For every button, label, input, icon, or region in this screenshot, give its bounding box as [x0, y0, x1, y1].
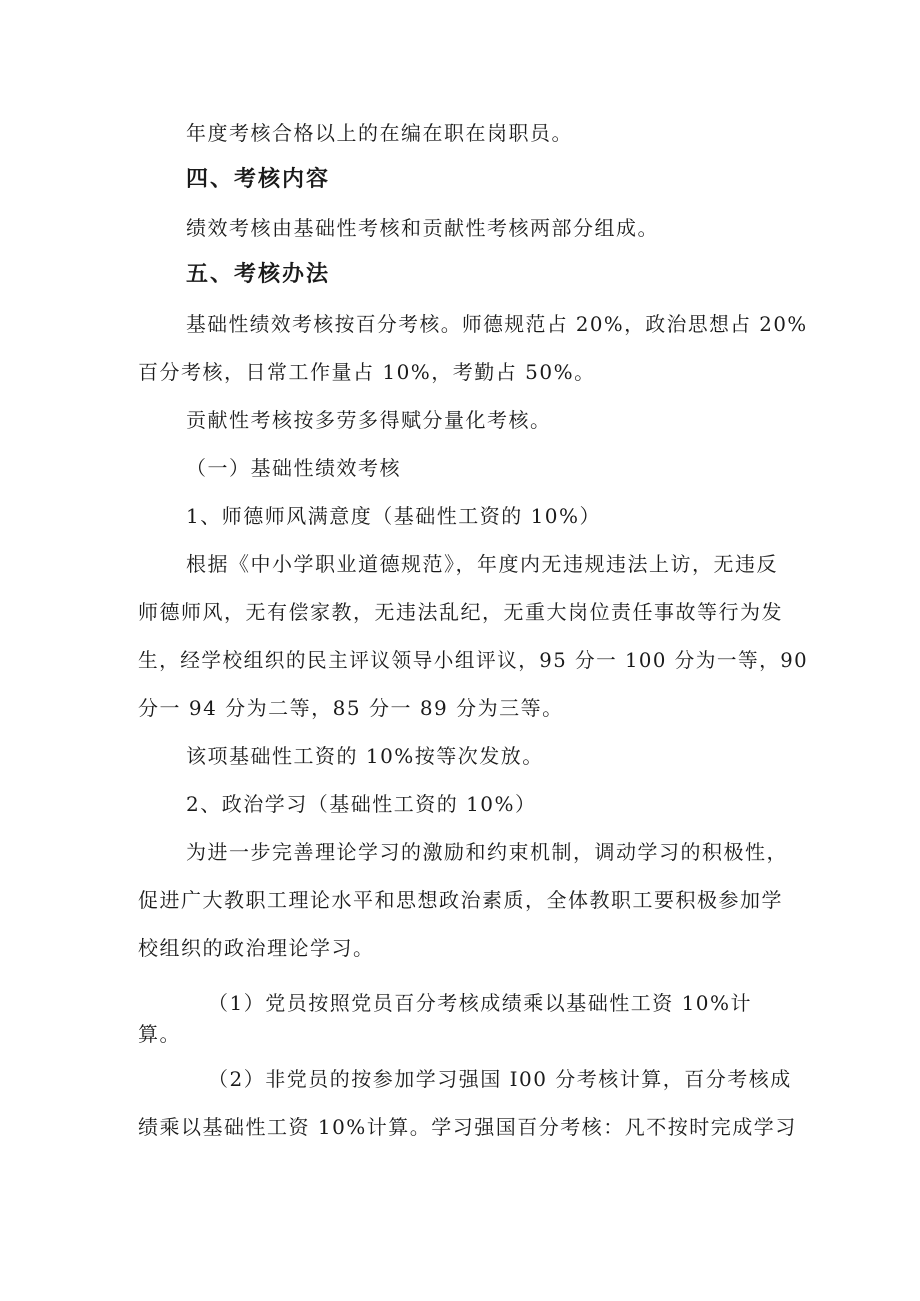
text-line: 百分考核，日常工作量占 10%，考勤占 50%。 — [138, 360, 596, 384]
item-heading: 1、师德师风满意度（基础性工资的 10%） — [186, 504, 602, 528]
section-heading: 五、考核办法 — [186, 262, 331, 287]
section-heading: 四、考核内容 — [186, 167, 331, 192]
text-line: 促进广大教职工理论水平和思想政治素质，全体教职工要积极参加学 — [138, 888, 783, 912]
text-line: 年度考核合格以上的在编在职在岗职员。 — [186, 121, 573, 145]
item-heading: 2、政治学习（基础性工资的 10%） — [186, 792, 537, 816]
text-line: 绩乘以基础性工资 10%计算。学习强国百分考核：凡不按时完成学习 — [138, 1115, 797, 1139]
text-line: 该项基础性工资的 10%按等次发放。 — [186, 744, 544, 768]
text-line: 绩效考核由基础性考核和贡献性考核两部分组成。 — [186, 216, 659, 240]
text-line: 师德师风，无有偿家教，无违法乱纪，无重大岗位责任事故等行为发 — [138, 600, 783, 624]
text-line: 根据《中小学职业道德规范》，年度内无违规违法上访，无违反 — [186, 552, 778, 576]
text-line: 算。 — [138, 1022, 181, 1046]
text-line: （2）非党员的按参加学习强国 I00 分考核计算，百分考核成 — [208, 1067, 792, 1091]
subsection-heading: （一）基础性绩效考核 — [186, 456, 401, 480]
text-line: （1）党员按照党员百分考核成绩乘以基础性工资 10%计 — [208, 991, 753, 1015]
text-line: 生，经学校组织的民主评议领导小组评议，95 分一 100 分为一等，90 — [138, 648, 809, 672]
text-line: 校组织的政治理论学习。 — [138, 936, 375, 960]
text-line: 分一 94 分为二等，85 分一 89 分为三等。 — [138, 696, 564, 720]
text-line: 贡献性考核按多劳多得赋分量化考核。 — [186, 408, 552, 432]
text-line: 基础性绩效考核按百分考核。师德规范占 20%，政治思想占 20% — [186, 312, 808, 336]
text-line: 为进一步完善理论学习的激励和约束机制，调动学习的积极性， — [186, 840, 788, 864]
